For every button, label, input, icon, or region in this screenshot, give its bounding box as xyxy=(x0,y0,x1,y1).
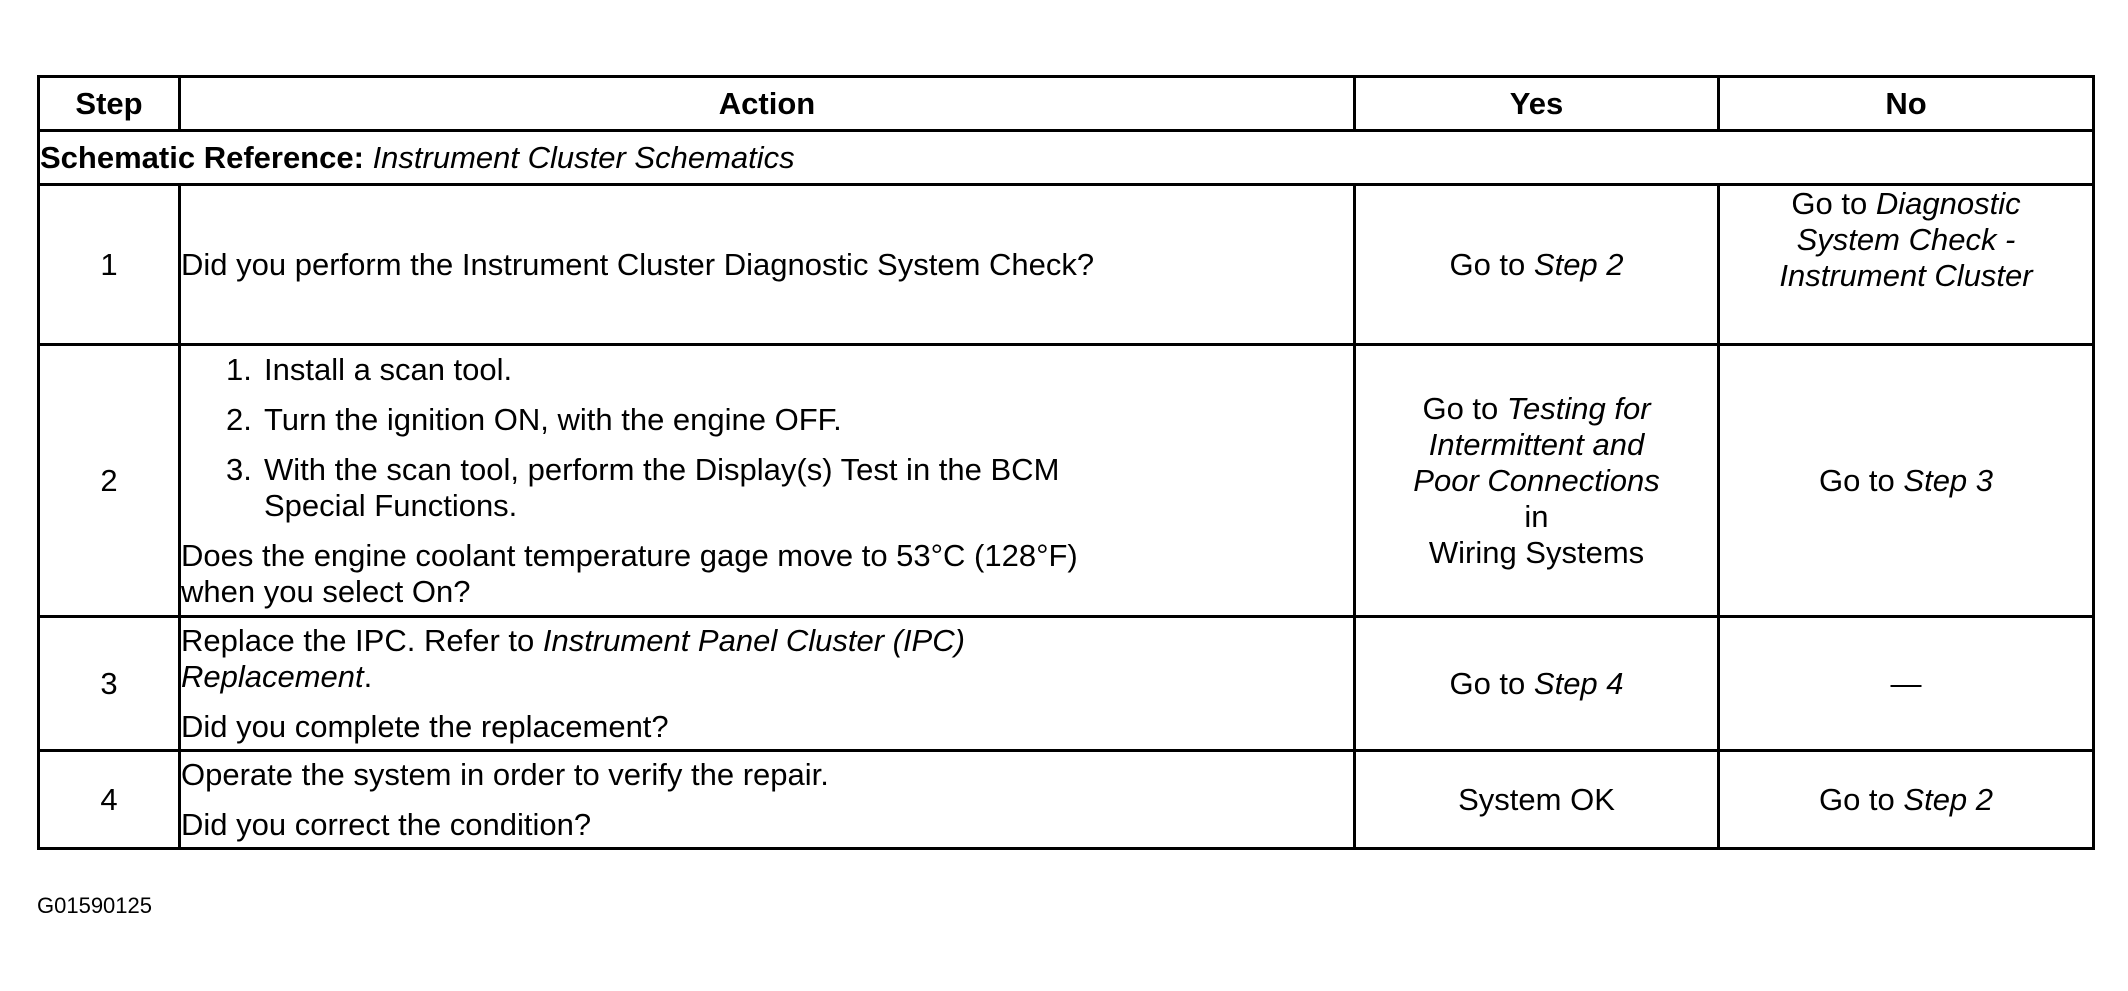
procedure-list xyxy=(181,352,1353,524)
header-no: No xyxy=(1719,77,2094,131)
list-item xyxy=(226,352,1353,388)
step-number: 2 xyxy=(39,345,180,617)
yes-cell xyxy=(1355,617,1719,751)
list-number: 2. xyxy=(226,401,252,437)
action-instruction: Operate the system in order to verify the repair. xyxy=(181,756,829,792)
list-text: Turn the ignition ON, with the engine OFF. xyxy=(264,401,842,437)
yes-link-line[interactable]: Intermittent and xyxy=(1428,426,1645,462)
header-action: Action xyxy=(180,77,1355,131)
yes-link[interactable]: Step 2 xyxy=(1533,246,1624,282)
schematic-link[interactable]: Instrument Cluster Schematics xyxy=(372,139,795,175)
no-cell xyxy=(1719,345,2094,617)
action-cell xyxy=(180,185,1355,345)
action-question: Does the engine coolant temperature gage move to 53°C (128°F) xyxy=(181,537,1078,573)
no-link-line[interactable]: System Check - xyxy=(1796,222,2016,257)
no-link-line[interactable]: Instrument Cluster xyxy=(1779,258,2033,293)
yes-link-line[interactable]: Poor Connections xyxy=(1413,462,1660,498)
step-number: 3 xyxy=(39,617,180,751)
instruction-text: Replace the IPC. Refer to xyxy=(181,622,535,658)
list-item xyxy=(226,452,1353,524)
diagnostic-table xyxy=(37,75,2095,850)
list-number: 3. xyxy=(226,451,252,487)
no-cell xyxy=(1719,751,2094,849)
instruction-link[interactable]: Replacement xyxy=(181,658,364,694)
list-item xyxy=(226,402,1353,438)
no-prefix: Go to xyxy=(1791,186,1868,221)
header-row xyxy=(39,77,2094,131)
table-row xyxy=(39,185,2094,345)
table-row xyxy=(39,345,2094,617)
yes-prefix: Go to xyxy=(1422,390,1499,426)
table-row xyxy=(39,751,2094,849)
no-cell: — xyxy=(1719,617,2094,751)
no-link[interactable]: Step 3 xyxy=(1903,462,1994,498)
schematic-label: Schematic Reference: xyxy=(40,139,364,175)
yes-prefix: Go to xyxy=(1449,665,1526,701)
action-cell xyxy=(180,751,1355,849)
table-row xyxy=(39,617,2094,751)
action-cell xyxy=(180,345,1355,617)
no-cell xyxy=(1719,185,2094,345)
schematic-reference-row xyxy=(39,131,2094,185)
list-text: Install a scan tool. xyxy=(264,351,513,387)
yes-prefix: Go to xyxy=(1449,246,1526,282)
step-number: 4 xyxy=(39,751,180,849)
schematic-reference xyxy=(39,131,2094,185)
list-text: Special Functions. xyxy=(264,487,518,523)
action-question: when you select On? xyxy=(181,573,471,609)
action-question: Did you perform the Instrument Cluster Diagnostic System Check? xyxy=(181,246,1095,282)
header-step: Step xyxy=(39,77,180,131)
header-yes: Yes xyxy=(1355,77,1719,131)
no-link[interactable]: Step 2 xyxy=(1903,781,1994,817)
instruction-text: . xyxy=(363,658,373,694)
list-text: With the scan tool, perform the Display(s) Test in the BCM xyxy=(264,451,1060,487)
action-instruction xyxy=(181,623,1353,659)
yes-link[interactable]: Step 4 xyxy=(1533,665,1624,701)
list-number: 1. xyxy=(226,351,252,387)
yes-in: in xyxy=(1524,498,1549,534)
no-prefix: Go to xyxy=(1818,781,1895,817)
figure-id: G01590125 xyxy=(37,893,152,918)
action-question: Did you complete the replacement? xyxy=(181,708,669,744)
instruction-link[interactable]: Instrument Panel Cluster (IPC) xyxy=(542,622,965,658)
yes-cell xyxy=(1355,345,1719,617)
yes-link-line[interactable]: Wiring Systems xyxy=(1428,534,1645,570)
yes-cell xyxy=(1355,185,1719,345)
action-cell xyxy=(180,617,1355,751)
step-number: 1 xyxy=(39,185,180,345)
action-question: Did you correct the condition? xyxy=(181,806,592,842)
yes-cell: System OK xyxy=(1355,751,1719,849)
yes-link[interactable]: Testing for xyxy=(1506,390,1651,426)
action-instruction xyxy=(181,659,1353,695)
no-link[interactable]: Diagnostic xyxy=(1875,186,2021,221)
no-prefix: Go to xyxy=(1818,462,1895,498)
